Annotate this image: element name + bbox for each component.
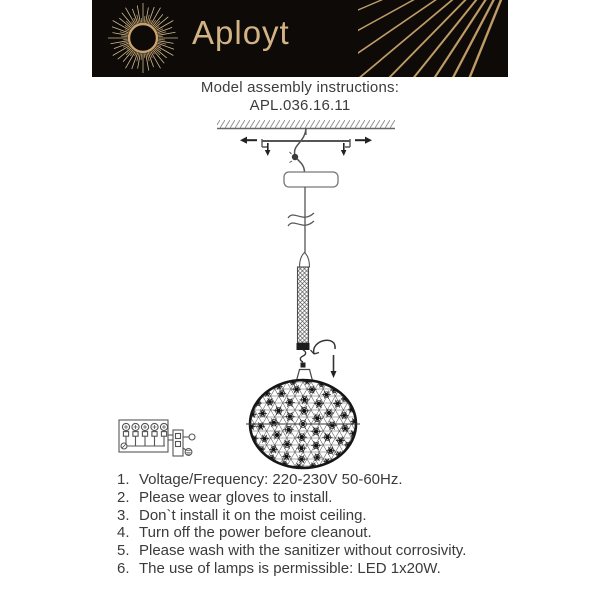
list-item — [117, 471, 557, 489]
slide-left-arrow — [240, 137, 257, 144]
ceiling-wire — [290, 128, 307, 172]
list-item — [117, 560, 557, 578]
gold-rays-icon — [358, 0, 508, 77]
item-number: 5. — [117, 542, 130, 560]
loop-terminal — [189, 434, 195, 440]
item-text: Please wear gloves to install. — [139, 488, 333, 506]
list-item — [117, 507, 557, 525]
tube-assembly — [297, 253, 310, 368]
brand-logo-text: Aployt — [192, 14, 290, 51]
model-number: APL.036.16.11 — [249, 97, 351, 114]
cone-connector — [300, 253, 310, 268]
list-item — [117, 542, 557, 560]
push-down-arrows — [265, 143, 347, 156]
rotate-and-pull-arrows — [311, 340, 337, 378]
tube-end-cap — [297, 343, 310, 350]
wire-break-symbol — [288, 213, 314, 226]
item-number: 2. — [117, 488, 130, 506]
instruction-list — [117, 471, 557, 578]
suspension-wire — [288, 187, 314, 253]
title-line1: Model assembly instructions: — [200, 79, 400, 96]
item-number: 6. — [117, 559, 130, 577]
page-title — [0, 79, 600, 115]
small-connector — [301, 363, 306, 368]
bus-screw — [121, 443, 127, 449]
ceiling-hatch — [217, 120, 395, 129]
item-text: Turn off the power before cleanout. — [139, 524, 372, 542]
item-text: Voltage/Frequency: 220-230V 50-60Hz. — [139, 471, 403, 488]
ground-screw — [185, 449, 192, 456]
item-number: 3. — [117, 506, 130, 524]
ceiling-canopy — [284, 172, 338, 187]
terminal-block-diagram — [119, 420, 195, 456]
crystal-tube — [298, 267, 309, 343]
item-text: The use of lamps is permissible: LED 1x20W. — [139, 559, 441, 577]
item-number: 4. — [117, 524, 130, 542]
list-item — [117, 489, 557, 507]
wire-connector-knot — [292, 154, 298, 160]
item-number: 1. — [117, 471, 130, 488]
item-text: Don`t install it on the moist ceiling. — [139, 506, 367, 524]
list-item — [117, 524, 557, 542]
item-text: Please wash with the sanitizer without corrosivity. — [139, 542, 467, 560]
hook-link — [300, 350, 305, 362]
brand-banner — [92, 0, 508, 77]
sunburst-icon — [92, 0, 196, 77]
slide-right-arrow — [355, 137, 372, 144]
